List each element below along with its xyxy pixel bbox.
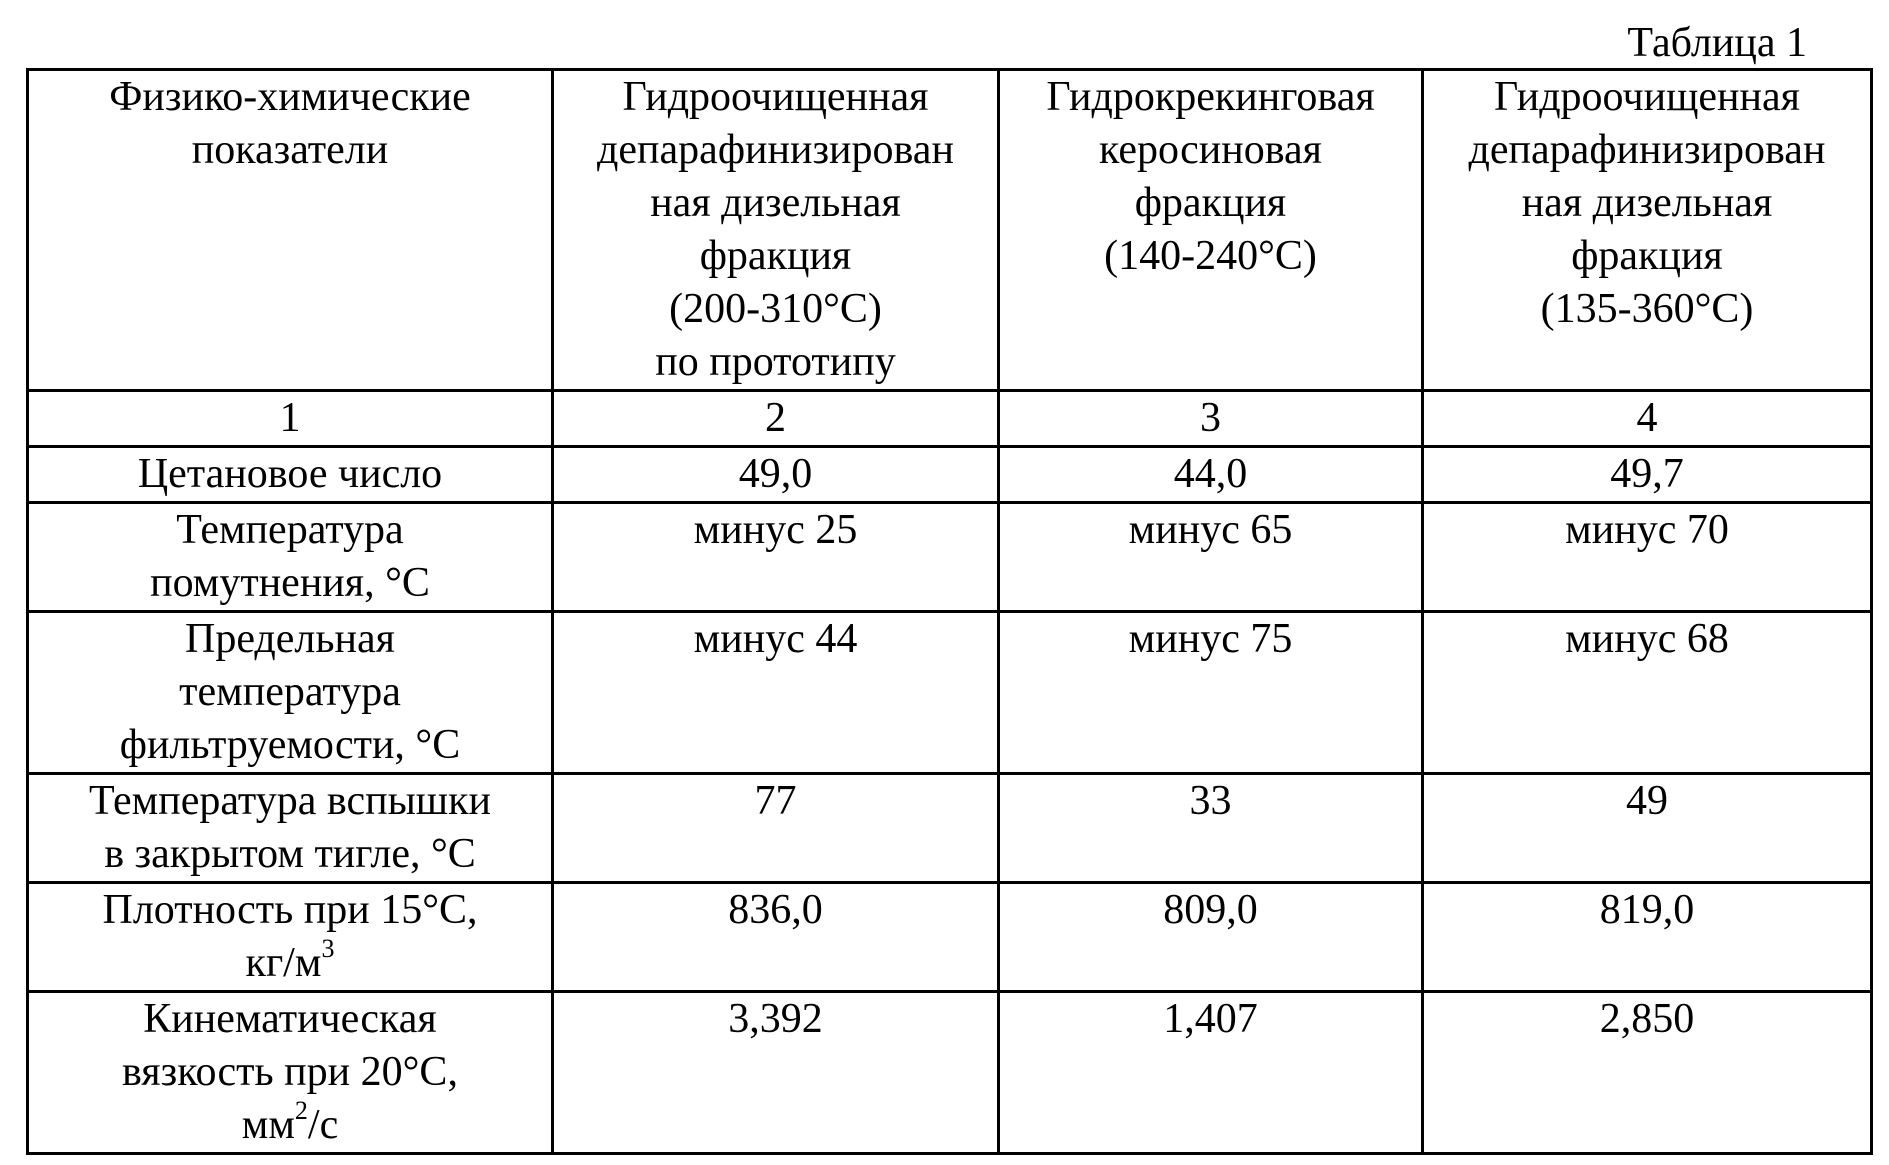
unit-tail: /с bbox=[307, 1102, 339, 1148]
cell-value: минус 65 bbox=[999, 503, 1423, 612]
table-row bbox=[28, 503, 1872, 612]
cell-value: минус 68 bbox=[1423, 612, 1872, 774]
row-label: Температура помутнения, °С bbox=[28, 503, 553, 612]
cell-value: 49,0 bbox=[553, 447, 999, 503]
table-row bbox=[28, 612, 1872, 774]
cell-value: 49,7 bbox=[1423, 447, 1872, 503]
column-header: Физико-химические показатели bbox=[28, 70, 553, 391]
cell-value: 1,407 bbox=[999, 992, 1423, 1154]
cell-value: 2,850 bbox=[1423, 992, 1872, 1154]
column-header: Гидрокрекинговая керосиновая фракция (140-240°С) bbox=[999, 70, 1423, 391]
row-label: Предельная температура фильтруемости, °С bbox=[28, 612, 553, 774]
cell-value: 3,392 bbox=[553, 992, 999, 1154]
cell-value: 49 bbox=[1423, 774, 1872, 883]
cell-value: минус 44 bbox=[553, 612, 999, 774]
cell-value: 44,0 bbox=[999, 447, 1423, 503]
cell-value: 809,0 bbox=[999, 883, 1423, 992]
cell-value: минус 75 bbox=[999, 612, 1423, 774]
superscript: 2 bbox=[294, 1096, 308, 1125]
cell-value: 819,0 bbox=[1423, 883, 1872, 992]
table-row bbox=[28, 774, 1872, 883]
cell-value: 836,0 bbox=[553, 883, 999, 992]
row-label: Температура вспышки в закрытом тигле, °С bbox=[28, 774, 553, 883]
row-label: Кинематическая вязкость при 20°С, $мм^2/с$ bbox=[28, 992, 553, 1154]
cell-value: 33 bbox=[999, 774, 1423, 883]
properties-table bbox=[26, 68, 1873, 1155]
column-number: 4 bbox=[1423, 391, 1872, 447]
column-number: 1 bbox=[28, 391, 553, 447]
column-number-row bbox=[28, 391, 1872, 447]
row-label: Плотность при 15°С, $кг/м^3$ bbox=[28, 883, 553, 992]
table-caption: Таблица 1 bbox=[1627, 20, 1807, 66]
cell-value: минус 25 bbox=[553, 503, 999, 612]
column-header: Гидроочищенная депарафинизирован ная дизельная фракция (135-360°С) bbox=[1423, 70, 1872, 391]
table-row bbox=[28, 447, 1872, 503]
column-number: 2 bbox=[553, 391, 999, 447]
table-row bbox=[28, 883, 1872, 992]
cell-value: минус 70 bbox=[1423, 503, 1872, 612]
row-label: Цетановое число bbox=[28, 447, 553, 503]
table-row bbox=[28, 992, 1872, 1154]
table-header-row bbox=[28, 70, 1872, 391]
column-number: 3 bbox=[999, 391, 1423, 447]
cell-value: 77 bbox=[553, 774, 999, 883]
column-header: Гидроочищенная депарафинизирован ная дизельная фракция (200-310°С) по прототипу bbox=[553, 70, 999, 391]
superscript: 3 bbox=[321, 934, 335, 963]
